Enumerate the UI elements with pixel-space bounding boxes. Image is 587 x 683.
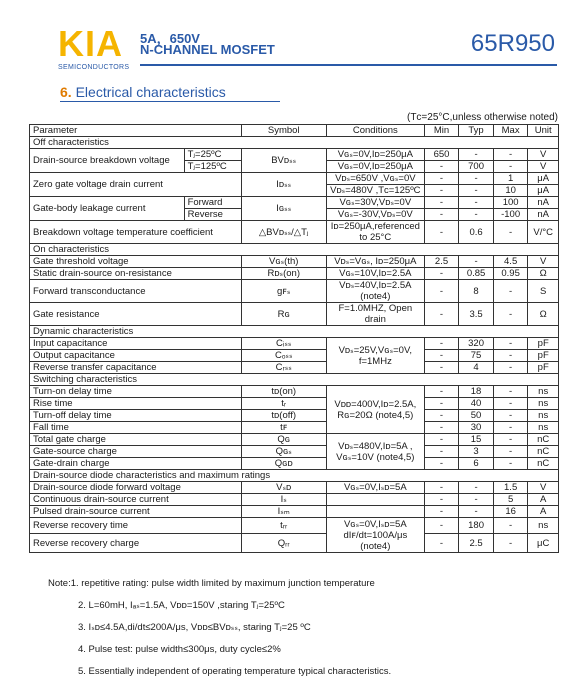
max: 100 (493, 197, 528, 209)
symbol: Cᵣₛₛ (241, 362, 326, 374)
symbol: gꜰₛ (241, 280, 326, 303)
max: - (493, 386, 528, 398)
table-row (30, 482, 559, 494)
symbol: Iₛₘ (241, 506, 326, 518)
symbol: tᵣ (241, 398, 326, 410)
unit: nC (528, 446, 559, 458)
typ: - (459, 482, 494, 494)
typ: 30 (459, 422, 494, 434)
col-symbol: Symbol (241, 125, 326, 137)
condition: Vɢₛ=0V,Iₛᴅ=5A (326, 482, 424, 494)
condition: Vɢₛ=-30V,Vᴅₛ=0V (326, 209, 424, 221)
symbol: △BVᴅₛₛ/△Tⱼ (241, 221, 326, 244)
section-title (60, 84, 226, 100)
unit: pF (528, 338, 559, 350)
max: - (493, 410, 528, 422)
max: - (493, 338, 528, 350)
condition: Vɢₛ=0V,Iₛᴅ=5A dIꜰ/dt=100A/μs (note4) (326, 518, 424, 553)
note-5: 5. Essentially independent of operating temperature typical characteristics. (78, 666, 392, 677)
table-row (30, 518, 559, 534)
condition: Vᴅₛ=480V ,Tᴄ=125ºC (326, 185, 424, 197)
part-number: 65R950 (470, 30, 555, 57)
table-row (30, 197, 559, 209)
typ: 50 (459, 410, 494, 422)
max: - (493, 303, 528, 326)
typ: - (459, 494, 494, 506)
symbol: Qɢₛ (241, 446, 326, 458)
min: - (424, 518, 459, 534)
header-rule (140, 64, 557, 66)
unit: Ω (528, 268, 559, 280)
notes-block (48, 573, 391, 683)
symbol: Rɢ (241, 303, 326, 326)
condition: Iᴅ=250μA,referenced to 25°C (326, 221, 424, 244)
typ: 15 (459, 434, 494, 446)
condition: Vᴅₛ=480V,Iᴅ=5A , Vɢₛ=10V (note4,5) (326, 434, 424, 470)
characteristics-table (29, 124, 559, 553)
unit: pF (528, 350, 559, 362)
min: - (424, 280, 459, 303)
symbol: Cₒₛₛ (241, 350, 326, 362)
condition: Vᴅₛ=Vɢₛ, Iᴅ=250μA (326, 256, 424, 268)
table-row (30, 256, 559, 268)
min: 2.5 (424, 256, 459, 268)
note-2: 2. L=60mH, Iₐₛ=1.5A, Vᴅᴅ=150V ,staring Tⱼ=25ºC (78, 600, 285, 611)
condition: Vɢₛ=0V,Iᴅ=250μA (326, 161, 424, 173)
table-row (30, 173, 559, 185)
typ: 40 (459, 398, 494, 410)
table-row (30, 221, 559, 244)
param-idss: Zero gate voltage drain current (30, 173, 242, 197)
unit: ns (528, 398, 559, 410)
unit: V/°C (528, 221, 559, 244)
symbol: tᴅ(off) (241, 410, 326, 422)
typ: - (459, 506, 494, 518)
min: - (424, 362, 459, 374)
table-row (30, 434, 559, 446)
typ: - (459, 185, 494, 197)
min: - (424, 173, 459, 185)
max: -100 (493, 209, 528, 221)
cond-tj: Tⱼ=25ºC (184, 149, 241, 161)
table-row (30, 534, 559, 553)
max: 1 (493, 173, 528, 185)
col-unit: Unit (528, 125, 559, 137)
condition-empty (326, 494, 424, 506)
max: - (493, 221, 528, 244)
param: Total gate charge (30, 434, 242, 446)
condition: Vᴅₛ=650V ,Vɢₛ=0V (326, 173, 424, 185)
table-row (30, 422, 559, 434)
max: 4.5 (493, 256, 528, 268)
table-row (30, 494, 559, 506)
condition: Vᴅₛ=25V,Vɢₛ=0V, f=1MHz (326, 338, 424, 374)
min: - (424, 446, 459, 458)
max: - (493, 362, 528, 374)
max: - (493, 398, 528, 410)
min: - (424, 209, 459, 221)
max: 16 (493, 506, 528, 518)
typ: 4 (459, 362, 494, 374)
symbol: tꜰ (241, 422, 326, 434)
typ: 180 (459, 518, 494, 534)
max: - (493, 518, 528, 534)
typ: 75 (459, 350, 494, 362)
col-max: Max (493, 125, 528, 137)
symbol: tᵣᵣ (241, 518, 326, 534)
category-on: On characteristics (30, 244, 559, 256)
table-row (30, 398, 559, 410)
param: Static drain-source on-resistance (30, 268, 242, 280)
table-row (30, 338, 559, 350)
unit: V (528, 161, 559, 173)
min: - (424, 303, 459, 326)
section-underline (60, 101, 280, 102)
param: Forward transconductance (30, 280, 242, 303)
symbol: Iɢₛₛ (241, 197, 326, 221)
category-off: Off characteristics (30, 137, 559, 149)
param: Gate-source charge (30, 446, 242, 458)
typ: - (459, 149, 494, 161)
condition: F=1.0MHZ, Open drain (326, 303, 424, 326)
param: Turn-on delay time (30, 386, 242, 398)
min: - (424, 185, 459, 197)
param: Reverse recovery time (30, 518, 242, 534)
typ: - (459, 173, 494, 185)
symbol: Rᴅₛ(on) (241, 268, 326, 280)
col-parameter: Parameter (30, 125, 242, 137)
page-header (0, 0, 587, 80)
min: - (424, 268, 459, 280)
unit: pF (528, 362, 559, 374)
max: - (493, 350, 528, 362)
param: Input capacitance (30, 338, 242, 350)
logo-subtitle: SEMICONDUCTORS (58, 64, 130, 71)
unit: S (528, 280, 559, 303)
unit: V (528, 482, 559, 494)
typ: 2.5 (459, 534, 494, 553)
min: - (424, 506, 459, 518)
param: Drain-source diode forward voltage (30, 482, 242, 494)
min: - (424, 338, 459, 350)
condition: Vᴅᴅ=400V,Iᴅ=2.5A, Rɢ=20Ω (note4,5) (326, 386, 424, 434)
min: - (424, 386, 459, 398)
unit: μA (528, 173, 559, 185)
unit: nA (528, 209, 559, 221)
typ: 18 (459, 386, 494, 398)
max: 5 (493, 494, 528, 506)
typ: 8 (459, 280, 494, 303)
typ: 320 (459, 338, 494, 350)
product-type: N-CHANNEL MOSFET (140, 42, 275, 57)
min: - (424, 482, 459, 494)
cond-tj: Tⱼ=125ºC (184, 161, 241, 173)
symbol: Qᵣᵣ (241, 534, 326, 553)
max: - (493, 458, 528, 470)
typ: 700 (459, 161, 494, 173)
max: 1.5 (493, 482, 528, 494)
table-row (30, 149, 559, 161)
table-row (30, 458, 559, 470)
unit: nC (528, 434, 559, 446)
min: - (424, 221, 459, 244)
param: Turn-off delay time (30, 410, 242, 422)
col-typ: Typ (459, 125, 494, 137)
unit: ns (528, 410, 559, 422)
cond-reverse: Reverse (184, 209, 241, 221)
param: Gate resistance (30, 303, 242, 326)
max: - (493, 149, 528, 161)
table-row (30, 386, 559, 398)
max: - (493, 534, 528, 553)
unit: nC (528, 458, 559, 470)
unit: A (528, 494, 559, 506)
typ: 3 (459, 446, 494, 458)
typ: - (459, 209, 494, 221)
category-diode: Drain-source diode characteristics and maximum ratings (30, 470, 559, 482)
min: - (424, 458, 459, 470)
table-row (30, 362, 559, 374)
unit: nA (528, 197, 559, 209)
min: 650 (424, 149, 459, 161)
section-number: 6. (60, 84, 72, 100)
condition: Vᴅₛ=40V,Iᴅ=2.5A (note4) (326, 280, 424, 303)
symbol: Iₛ (241, 494, 326, 506)
symbol: Qɢᴅ (241, 458, 326, 470)
note-1: Note:1. repetitive rating: pulse width limited by maximum junction temperature (48, 578, 375, 589)
kia-logo: KIA (58, 23, 123, 64)
param: Gate threshold voltage (30, 256, 242, 268)
unit: μC (528, 534, 559, 553)
condition: Vɢₛ=0V,Iᴅ=250μA (326, 149, 424, 161)
cond-forward: Forward (184, 197, 241, 209)
category-switching: Switching characteristics (30, 374, 559, 386)
param: Output capacitance (30, 350, 242, 362)
typ: 0.6 (459, 221, 494, 244)
table-row (30, 303, 559, 326)
symbol: BVᴅₛₛ (241, 149, 326, 173)
table-row (30, 410, 559, 422)
max: - (493, 434, 528, 446)
unit: Ω (528, 303, 559, 326)
condition: Vɢₛ=10V,Iᴅ=2.5A (326, 268, 424, 280)
typ: - (459, 197, 494, 209)
unit: V (528, 149, 559, 161)
param: Reverse recovery charge (30, 534, 242, 553)
table-row (30, 350, 559, 362)
max: 0.95 (493, 268, 528, 280)
param: Continuous drain-source current (30, 494, 242, 506)
param: Gate-drain charge (30, 458, 242, 470)
param: Pulsed drain-source current (30, 506, 242, 518)
unit: μA (528, 185, 559, 197)
condition-note: (Tᴄ=25°C,unless otherwise noted) (406, 112, 558, 123)
table-row (30, 446, 559, 458)
param: Fall time (30, 422, 242, 434)
col-conditions: Conditions (326, 125, 424, 137)
symbol: Qɢ (241, 434, 326, 446)
condition-empty (326, 506, 424, 518)
param-bvdss: Drain-source breakdown voltage (30, 149, 185, 173)
min: - (424, 197, 459, 209)
symbol: Vɢₛ(th) (241, 256, 326, 268)
note-3: 3. Iₛᴅ≤4.5A,di/dt≤200A/μs, Vᴅᴅ≤BVᴅₛₛ, staring Tⱼ=25 ºC (78, 622, 311, 633)
table-row (30, 268, 559, 280)
typ: 6 (459, 458, 494, 470)
max: - (493, 280, 528, 303)
min: - (424, 398, 459, 410)
unit: A (528, 506, 559, 518)
note-4: 4. Pulse test: pulse width≤300μs, duty cycle≤2% (78, 644, 281, 655)
unit: ns (528, 518, 559, 534)
min: - (424, 350, 459, 362)
condition: Vɢₛ=30V,Vᴅₛ=0V (326, 197, 424, 209)
unit: ns (528, 386, 559, 398)
min: - (424, 422, 459, 434)
param-igss: Gate-body leakage current (30, 197, 185, 221)
max: - (493, 422, 528, 434)
typ: - (459, 256, 494, 268)
typ: 3.5 (459, 303, 494, 326)
max: - (493, 161, 528, 173)
min: - (424, 434, 459, 446)
symbol: Vₛᴅ (241, 482, 326, 494)
max: 10 (493, 185, 528, 197)
param: Reverse transfer capacitance (30, 362, 242, 374)
symbol: Cᵢₛₛ (241, 338, 326, 350)
unit: ns (528, 422, 559, 434)
min: - (424, 410, 459, 422)
category-dynamic: Dynamic characteristics (30, 326, 559, 338)
min: - (424, 161, 459, 173)
symbol: tᴅ(on) (241, 386, 326, 398)
unit: V (528, 256, 559, 268)
table-row (30, 280, 559, 303)
typ: 0.85 (459, 268, 494, 280)
min: - (424, 494, 459, 506)
min: - (424, 534, 459, 553)
col-min: Min (424, 125, 459, 137)
max: - (493, 446, 528, 458)
table-header-row (30, 125, 559, 137)
param-bvtc: Breakdown voltage temperature coefficient (30, 221, 242, 244)
symbol: Iᴅₛₛ (241, 173, 326, 197)
param: Rise time (30, 398, 242, 410)
product-rating: 5A，650V (140, 31, 200, 46)
section-title-text: Electrical characteristics (75, 84, 226, 100)
table-row (30, 506, 559, 518)
